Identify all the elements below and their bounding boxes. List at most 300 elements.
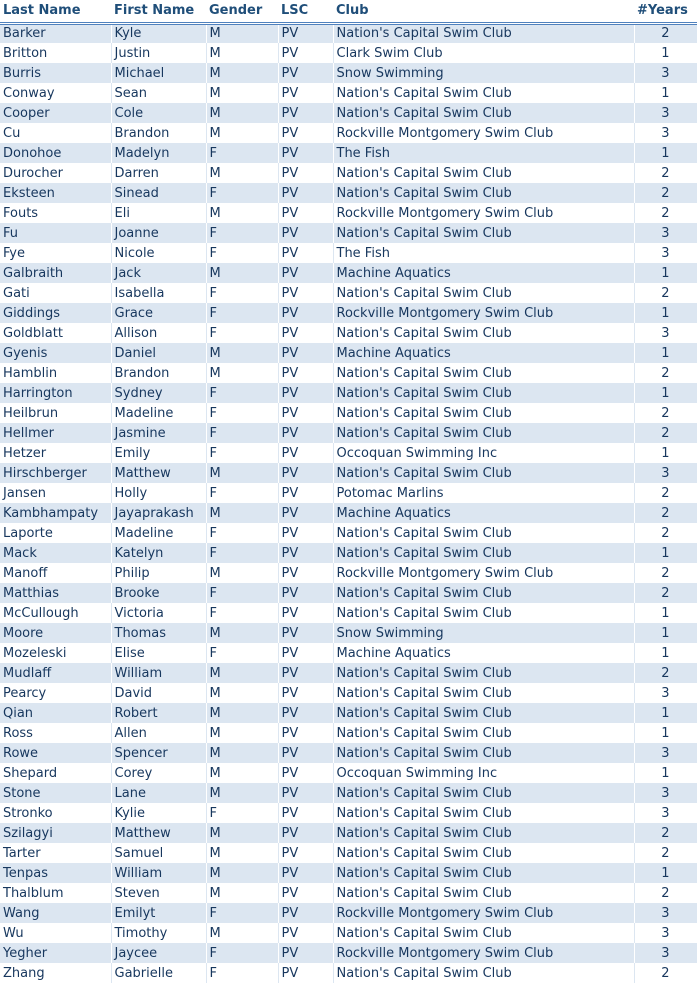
lsc-cell[interactable]: PV bbox=[278, 683, 333, 703]
table-row[interactable] bbox=[0, 23, 697, 43]
club-cell[interactable]: Nation's Capital Swim Club bbox=[333, 323, 634, 343]
header-last-name[interactable]: Last Name bbox=[0, 0, 111, 23]
gender-cell[interactable]: M bbox=[206, 43, 278, 63]
first-name-cell[interactable]: Jaycee bbox=[111, 943, 206, 963]
first-name-cell[interactable]: Emilyt bbox=[111, 903, 206, 923]
last-name-cell[interactable]: Gati bbox=[0, 283, 111, 303]
club-cell[interactable]: Rockville Montgomery Swim Club bbox=[333, 563, 634, 583]
years-cell[interactable]: 3 bbox=[634, 803, 697, 823]
table-row[interactable] bbox=[0, 263, 697, 283]
first-name-cell[interactable]: Eli bbox=[111, 203, 206, 223]
last-name-cell[interactable]: Galbraith bbox=[0, 263, 111, 283]
first-name-cell[interactable]: Timothy bbox=[111, 923, 206, 943]
club-cell[interactable]: Nation's Capital Swim Club bbox=[333, 383, 634, 403]
years-cell[interactable]: 1 bbox=[634, 603, 697, 623]
last-name-cell[interactable]: Szilagyi bbox=[0, 823, 111, 843]
table-row[interactable] bbox=[0, 903, 697, 923]
table-row[interactable] bbox=[0, 283, 697, 303]
gender-cell[interactable]: F bbox=[206, 903, 278, 923]
club-cell[interactable]: Nation's Capital Swim Club bbox=[333, 523, 634, 543]
years-cell[interactable]: 2 bbox=[634, 823, 697, 843]
table-row[interactable] bbox=[0, 363, 697, 383]
lsc-cell[interactable]: PV bbox=[278, 723, 333, 743]
table-row[interactable] bbox=[0, 823, 697, 843]
lsc-cell[interactable]: PV bbox=[278, 423, 333, 443]
gender-cell[interactable]: F bbox=[206, 643, 278, 663]
last-name-cell[interactable]: Mozeleski bbox=[0, 643, 111, 663]
table-row[interactable] bbox=[0, 443, 697, 463]
club-cell[interactable]: Nation's Capital Swim Club bbox=[333, 223, 634, 243]
lsc-cell[interactable]: PV bbox=[278, 663, 333, 683]
first-name-cell[interactable]: Holly bbox=[111, 483, 206, 503]
last-name-cell[interactable]: Hamblin bbox=[0, 363, 111, 383]
gender-cell[interactable]: M bbox=[206, 863, 278, 883]
gender-cell[interactable]: F bbox=[206, 323, 278, 343]
club-cell[interactable]: Nation's Capital Swim Club bbox=[333, 83, 634, 103]
club-cell[interactable]: Nation's Capital Swim Club bbox=[333, 723, 634, 743]
gender-cell[interactable]: F bbox=[206, 543, 278, 563]
first-name-cell[interactable]: Emily bbox=[111, 443, 206, 463]
gender-cell[interactable]: F bbox=[206, 383, 278, 403]
years-cell[interactable]: 2 bbox=[634, 483, 697, 503]
lsc-cell[interactable]: PV bbox=[278, 963, 333, 983]
club-cell[interactable]: Rockville Montgomery Swim Club bbox=[333, 303, 634, 323]
first-name-cell[interactable]: Grace bbox=[111, 303, 206, 323]
table-row[interactable] bbox=[0, 423, 697, 443]
club-cell[interactable]: Rockville Montgomery Swim Club bbox=[333, 943, 634, 963]
club-cell[interactable]: Machine Aquatics bbox=[333, 343, 634, 363]
first-name-cell[interactable]: Samuel bbox=[111, 843, 206, 863]
last-name-cell[interactable]: Harrington bbox=[0, 383, 111, 403]
club-cell[interactable]: Nation's Capital Swim Club bbox=[333, 603, 634, 623]
lsc-cell[interactable]: PV bbox=[278, 23, 333, 43]
lsc-cell[interactable]: PV bbox=[278, 183, 333, 203]
years-cell[interactable]: 3 bbox=[634, 783, 697, 803]
lsc-cell[interactable]: PV bbox=[278, 43, 333, 63]
lsc-cell[interactable]: PV bbox=[278, 403, 333, 423]
club-cell[interactable]: Nation's Capital Swim Club bbox=[333, 863, 634, 883]
last-name-cell[interactable]: Zhang bbox=[0, 963, 111, 983]
table-row[interactable] bbox=[0, 203, 697, 223]
years-cell[interactable]: 2 bbox=[634, 283, 697, 303]
last-name-cell[interactable]: Fu bbox=[0, 223, 111, 243]
table-row[interactable] bbox=[0, 163, 697, 183]
table-row[interactable] bbox=[0, 183, 697, 203]
last-name-cell[interactable]: Jansen bbox=[0, 483, 111, 503]
table-row[interactable] bbox=[0, 63, 697, 83]
lsc-cell[interactable]: PV bbox=[278, 103, 333, 123]
first-name-cell[interactable]: Gabrielle bbox=[111, 963, 206, 983]
years-cell[interactable]: 2 bbox=[634, 523, 697, 543]
lsc-cell[interactable]: PV bbox=[278, 943, 333, 963]
gender-cell[interactable]: M bbox=[206, 263, 278, 283]
gender-cell[interactable]: M bbox=[206, 723, 278, 743]
last-name-cell[interactable]: Thalblum bbox=[0, 883, 111, 903]
club-cell[interactable]: The Fish bbox=[333, 143, 634, 163]
club-cell[interactable]: Nation's Capital Swim Club bbox=[333, 883, 634, 903]
club-cell[interactable]: Nation's Capital Swim Club bbox=[333, 103, 634, 123]
first-name-cell[interactable]: Katelyn bbox=[111, 543, 206, 563]
lsc-cell[interactable]: PV bbox=[278, 503, 333, 523]
first-name-cell[interactable]: Robert bbox=[111, 703, 206, 723]
lsc-cell[interactable]: PV bbox=[278, 523, 333, 543]
gender-cell[interactable]: M bbox=[206, 703, 278, 723]
gender-cell[interactable]: M bbox=[206, 623, 278, 643]
first-name-cell[interactable]: Philip bbox=[111, 563, 206, 583]
gender-cell[interactable]: M bbox=[206, 923, 278, 943]
lsc-cell[interactable]: PV bbox=[278, 323, 333, 343]
first-name-cell[interactable]: William bbox=[111, 663, 206, 683]
years-cell[interactable]: 3 bbox=[634, 223, 697, 243]
club-cell[interactable]: Snow Swimming bbox=[333, 623, 634, 643]
table-row[interactable] bbox=[0, 323, 697, 343]
gender-cell[interactable]: M bbox=[206, 563, 278, 583]
last-name-cell[interactable]: Wang bbox=[0, 903, 111, 923]
lsc-cell[interactable]: PV bbox=[278, 823, 333, 843]
first-name-cell[interactable]: Joanne bbox=[111, 223, 206, 243]
years-cell[interactable]: 1 bbox=[634, 763, 697, 783]
table-row[interactable] bbox=[0, 683, 697, 703]
club-cell[interactable]: Nation's Capital Swim Club bbox=[333, 583, 634, 603]
club-cell[interactable]: Nation's Capital Swim Club bbox=[333, 823, 634, 843]
first-name-cell[interactable]: Victoria bbox=[111, 603, 206, 623]
last-name-cell[interactable]: Rowe bbox=[0, 743, 111, 763]
table-row[interactable] bbox=[0, 643, 697, 663]
last-name-cell[interactable]: Shepard bbox=[0, 763, 111, 783]
years-cell[interactable]: 2 bbox=[634, 203, 697, 223]
years-cell[interactable]: 2 bbox=[634, 843, 697, 863]
gender-cell[interactable]: F bbox=[206, 423, 278, 443]
club-cell[interactable]: Nation's Capital Swim Club bbox=[333, 423, 634, 443]
last-name-cell[interactable]: Matthias bbox=[0, 583, 111, 603]
header-years[interactable]: #Years bbox=[634, 0, 697, 23]
table-row[interactable] bbox=[0, 523, 697, 543]
table-row[interactable] bbox=[0, 783, 697, 803]
gender-cell[interactable]: F bbox=[206, 223, 278, 243]
last-name-cell[interactable]: Gyenis bbox=[0, 343, 111, 363]
first-name-cell[interactable]: Cole bbox=[111, 103, 206, 123]
years-cell[interactable]: 3 bbox=[634, 243, 697, 263]
table-row[interactable] bbox=[0, 703, 697, 723]
first-name-cell[interactable]: Daniel bbox=[111, 343, 206, 363]
club-cell[interactable]: Machine Aquatics bbox=[333, 643, 634, 663]
first-name-cell[interactable]: Justin bbox=[111, 43, 206, 63]
last-name-cell[interactable]: Eksteen bbox=[0, 183, 111, 203]
last-name-cell[interactable]: Manoff bbox=[0, 563, 111, 583]
gender-cell[interactable]: F bbox=[206, 183, 278, 203]
first-name-cell[interactable]: Matthew bbox=[111, 823, 206, 843]
last-name-cell[interactable]: Conway bbox=[0, 83, 111, 103]
last-name-cell[interactable]: Giddings bbox=[0, 303, 111, 323]
first-name-cell[interactable]: Jayaprakash bbox=[111, 503, 206, 523]
header-first-name[interactable]: First Name bbox=[111, 0, 206, 23]
lsc-cell[interactable]: PV bbox=[278, 803, 333, 823]
years-cell[interactable]: 3 bbox=[634, 903, 697, 923]
years-cell[interactable]: 1 bbox=[634, 143, 697, 163]
years-cell[interactable]: 1 bbox=[634, 623, 697, 643]
first-name-cell[interactable]: Sinead bbox=[111, 183, 206, 203]
first-name-cell[interactable]: Corey bbox=[111, 763, 206, 783]
club-cell[interactable]: Nation's Capital Swim Club bbox=[333, 403, 634, 423]
years-cell[interactable]: 2 bbox=[634, 23, 697, 43]
first-name-cell[interactable]: Allen bbox=[111, 723, 206, 743]
last-name-cell[interactable]: Laporte bbox=[0, 523, 111, 543]
table-row[interactable] bbox=[0, 943, 697, 963]
last-name-cell[interactable]: Hetzer bbox=[0, 443, 111, 463]
first-name-cell[interactable]: Kylie bbox=[111, 803, 206, 823]
last-name-cell[interactable]: Cu bbox=[0, 123, 111, 143]
table-row[interactable] bbox=[0, 623, 697, 643]
lsc-cell[interactable]: PV bbox=[278, 483, 333, 503]
table-row[interactable] bbox=[0, 763, 697, 783]
table-row[interactable] bbox=[0, 843, 697, 863]
table-row[interactable] bbox=[0, 483, 697, 503]
first-name-cell[interactable]: Isabella bbox=[111, 283, 206, 303]
gender-cell[interactable]: F bbox=[206, 943, 278, 963]
gender-cell[interactable]: M bbox=[206, 683, 278, 703]
last-name-cell[interactable]: Donohoe bbox=[0, 143, 111, 163]
club-cell[interactable]: Potomac Marlins bbox=[333, 483, 634, 503]
club-cell[interactable]: Snow Swimming bbox=[333, 63, 634, 83]
lsc-cell[interactable]: PV bbox=[278, 203, 333, 223]
years-cell[interactable]: 1 bbox=[634, 263, 697, 283]
lsc-cell[interactable]: PV bbox=[278, 903, 333, 923]
gender-cell[interactable]: M bbox=[206, 763, 278, 783]
club-cell[interactable]: Nation's Capital Swim Club bbox=[333, 163, 634, 183]
first-name-cell[interactable]: Elise bbox=[111, 643, 206, 663]
club-cell[interactable]: Nation's Capital Swim Club bbox=[333, 23, 634, 43]
last-name-cell[interactable]: Moore bbox=[0, 623, 111, 643]
last-name-cell[interactable]: Tarter bbox=[0, 843, 111, 863]
years-cell[interactable]: 1 bbox=[634, 303, 697, 323]
club-cell[interactable]: Nation's Capital Swim Club bbox=[333, 683, 634, 703]
last-name-cell[interactable]: Wu bbox=[0, 923, 111, 943]
years-cell[interactable]: 3 bbox=[634, 323, 697, 343]
gender-cell[interactable]: M bbox=[206, 783, 278, 803]
club-cell[interactable]: The Fish bbox=[333, 243, 634, 263]
last-name-cell[interactable]: McCullough bbox=[0, 603, 111, 623]
table-row[interactable] bbox=[0, 303, 697, 323]
lsc-cell[interactable]: PV bbox=[278, 563, 333, 583]
table-row[interactable] bbox=[0, 403, 697, 423]
years-cell[interactable]: 3 bbox=[634, 103, 697, 123]
lsc-cell[interactable]: PV bbox=[278, 443, 333, 463]
last-name-cell[interactable]: Ross bbox=[0, 723, 111, 743]
lsc-cell[interactable]: PV bbox=[278, 143, 333, 163]
gender-cell[interactable]: F bbox=[206, 603, 278, 623]
first-name-cell[interactable]: Madeline bbox=[111, 523, 206, 543]
club-cell[interactable]: Occoquan Swimming Inc bbox=[333, 763, 634, 783]
lsc-cell[interactable]: PV bbox=[278, 743, 333, 763]
table-row[interactable] bbox=[0, 863, 697, 883]
table-row[interactable] bbox=[0, 463, 697, 483]
club-cell[interactable]: Nation's Capital Swim Club bbox=[333, 923, 634, 943]
gender-cell[interactable]: F bbox=[206, 963, 278, 983]
first-name-cell[interactable]: David bbox=[111, 683, 206, 703]
gender-cell[interactable]: M bbox=[206, 363, 278, 383]
years-cell[interactable]: 1 bbox=[634, 703, 697, 723]
table-row[interactable] bbox=[0, 743, 697, 763]
gender-cell[interactable]: M bbox=[206, 63, 278, 83]
first-name-cell[interactable]: Allison bbox=[111, 323, 206, 343]
last-name-cell[interactable]: Tenpas bbox=[0, 863, 111, 883]
table-row[interactable] bbox=[0, 583, 697, 603]
years-cell[interactable]: 1 bbox=[634, 543, 697, 563]
table-row[interactable] bbox=[0, 603, 697, 623]
first-name-cell[interactable]: Darren bbox=[111, 163, 206, 183]
first-name-cell[interactable]: Michael bbox=[111, 63, 206, 83]
gender-cell[interactable]: F bbox=[206, 303, 278, 323]
last-name-cell[interactable]: Durocher bbox=[0, 163, 111, 183]
lsc-cell[interactable]: PV bbox=[278, 223, 333, 243]
gender-cell[interactable]: M bbox=[206, 843, 278, 863]
table-row[interactable] bbox=[0, 803, 697, 823]
gender-cell[interactable]: M bbox=[206, 343, 278, 363]
gender-cell[interactable]: F bbox=[206, 483, 278, 503]
table-row[interactable] bbox=[0, 223, 697, 243]
years-cell[interactable]: 3 bbox=[634, 943, 697, 963]
first-name-cell[interactable]: Brandon bbox=[111, 123, 206, 143]
first-name-cell[interactable]: Jack bbox=[111, 263, 206, 283]
first-name-cell[interactable]: Jasmine bbox=[111, 423, 206, 443]
lsc-cell[interactable]: PV bbox=[278, 603, 333, 623]
years-cell[interactable]: 2 bbox=[634, 503, 697, 523]
first-name-cell[interactable]: Brooke bbox=[111, 583, 206, 603]
first-name-cell[interactable]: Lane bbox=[111, 783, 206, 803]
club-cell[interactable]: Rockville Montgomery Swim Club bbox=[333, 123, 634, 143]
years-cell[interactable]: 2 bbox=[634, 883, 697, 903]
gender-cell[interactable]: M bbox=[206, 503, 278, 523]
club-cell[interactable]: Nation's Capital Swim Club bbox=[333, 803, 634, 823]
club-cell[interactable]: Nation's Capital Swim Club bbox=[333, 663, 634, 683]
last-name-cell[interactable]: Heilbrun bbox=[0, 403, 111, 423]
table-row[interactable] bbox=[0, 563, 697, 583]
last-name-cell[interactable]: Burris bbox=[0, 63, 111, 83]
gender-cell[interactable]: M bbox=[206, 203, 278, 223]
club-cell[interactable]: Rockville Montgomery Swim Club bbox=[333, 903, 634, 923]
first-name-cell[interactable]: Nicole bbox=[111, 243, 206, 263]
table-row[interactable] bbox=[0, 143, 697, 163]
last-name-cell[interactable]: Mudlaff bbox=[0, 663, 111, 683]
lsc-cell[interactable]: PV bbox=[278, 623, 333, 643]
years-cell[interactable]: 2 bbox=[634, 423, 697, 443]
last-name-cell[interactable]: Hirschberger bbox=[0, 463, 111, 483]
table-row[interactable] bbox=[0, 343, 697, 363]
last-name-cell[interactable]: Barker bbox=[0, 23, 111, 43]
gender-cell[interactable]: F bbox=[206, 523, 278, 543]
gender-cell[interactable]: F bbox=[206, 143, 278, 163]
lsc-cell[interactable]: PV bbox=[278, 243, 333, 263]
years-cell[interactable]: 2 bbox=[634, 183, 697, 203]
last-name-cell[interactable]: Britton bbox=[0, 43, 111, 63]
last-name-cell[interactable]: Hellmer bbox=[0, 423, 111, 443]
years-cell[interactable]: 2 bbox=[634, 663, 697, 683]
years-cell[interactable]: 3 bbox=[634, 123, 697, 143]
table-row[interactable] bbox=[0, 243, 697, 263]
years-cell[interactable]: 2 bbox=[634, 363, 697, 383]
years-cell[interactable]: 2 bbox=[634, 963, 697, 983]
club-cell[interactable]: Nation's Capital Swim Club bbox=[333, 283, 634, 303]
lsc-cell[interactable]: PV bbox=[278, 123, 333, 143]
gender-cell[interactable]: M bbox=[206, 103, 278, 123]
table-row[interactable] bbox=[0, 83, 697, 103]
gender-cell[interactable]: M bbox=[206, 123, 278, 143]
lsc-cell[interactable]: PV bbox=[278, 783, 333, 803]
years-cell[interactable]: 2 bbox=[634, 403, 697, 423]
lsc-cell[interactable]: PV bbox=[278, 763, 333, 783]
last-name-cell[interactable]: Stronko bbox=[0, 803, 111, 823]
years-cell[interactable]: 1 bbox=[634, 723, 697, 743]
club-cell[interactable]: Nation's Capital Swim Club bbox=[333, 183, 634, 203]
club-cell[interactable]: Machine Aquatics bbox=[333, 503, 634, 523]
club-cell[interactable]: Occoquan Swimming Inc bbox=[333, 443, 634, 463]
years-cell[interactable]: 3 bbox=[634, 683, 697, 703]
years-cell[interactable]: 3 bbox=[634, 63, 697, 83]
header-gender[interactable]: Gender bbox=[206, 0, 278, 23]
table-row[interactable] bbox=[0, 963, 697, 983]
lsc-cell[interactable]: PV bbox=[278, 263, 333, 283]
last-name-cell[interactable]: Kambhampaty bbox=[0, 503, 111, 523]
years-cell[interactable]: 2 bbox=[634, 563, 697, 583]
first-name-cell[interactable]: Thomas bbox=[111, 623, 206, 643]
years-cell[interactable]: 1 bbox=[634, 383, 697, 403]
lsc-cell[interactable]: PV bbox=[278, 543, 333, 563]
years-cell[interactable]: 1 bbox=[634, 863, 697, 883]
first-name-cell[interactable]: Madelyn bbox=[111, 143, 206, 163]
table-row[interactable] bbox=[0, 663, 697, 683]
club-cell[interactable]: Nation's Capital Swim Club bbox=[333, 363, 634, 383]
club-cell[interactable]: Nation's Capital Swim Club bbox=[333, 783, 634, 803]
years-cell[interactable]: 3 bbox=[634, 923, 697, 943]
header-club[interactable]: Club bbox=[333, 0, 634, 23]
table-row[interactable] bbox=[0, 503, 697, 523]
table-row[interactable] bbox=[0, 123, 697, 143]
table-row[interactable] bbox=[0, 883, 697, 903]
gender-cell[interactable]: F bbox=[206, 803, 278, 823]
gender-cell[interactable]: F bbox=[206, 403, 278, 423]
gender-cell[interactable]: M bbox=[206, 823, 278, 843]
last-name-cell[interactable]: Yegher bbox=[0, 943, 111, 963]
lsc-cell[interactable]: PV bbox=[278, 883, 333, 903]
gender-cell[interactable]: M bbox=[206, 23, 278, 43]
years-cell[interactable]: 1 bbox=[634, 83, 697, 103]
club-cell[interactable]: Nation's Capital Swim Club bbox=[333, 463, 634, 483]
years-cell[interactable]: 2 bbox=[634, 583, 697, 603]
first-name-cell[interactable]: Sean bbox=[111, 83, 206, 103]
club-cell[interactable]: Nation's Capital Swim Club bbox=[333, 843, 634, 863]
first-name-cell[interactable]: Spencer bbox=[111, 743, 206, 763]
first-name-cell[interactable]: Steven bbox=[111, 883, 206, 903]
last-name-cell[interactable]: Fouts bbox=[0, 203, 111, 223]
last-name-cell[interactable]: Fye bbox=[0, 243, 111, 263]
club-cell[interactable]: Machine Aquatics bbox=[333, 263, 634, 283]
lsc-cell[interactable]: PV bbox=[278, 283, 333, 303]
table-row[interactable] bbox=[0, 723, 697, 743]
table-row[interactable] bbox=[0, 383, 697, 403]
last-name-cell[interactable]: Goldblatt bbox=[0, 323, 111, 343]
first-name-cell[interactable]: Sydney bbox=[111, 383, 206, 403]
lsc-cell[interactable]: PV bbox=[278, 863, 333, 883]
years-cell[interactable]: 1 bbox=[634, 443, 697, 463]
first-name-cell[interactable]: Brandon bbox=[111, 363, 206, 383]
last-name-cell[interactable]: Mack bbox=[0, 543, 111, 563]
gender-cell[interactable]: F bbox=[206, 443, 278, 463]
lsc-cell[interactable]: PV bbox=[278, 583, 333, 603]
first-name-cell[interactable]: Kyle bbox=[111, 23, 206, 43]
years-cell[interactable]: 1 bbox=[634, 43, 697, 63]
years-cell[interactable]: 2 bbox=[634, 163, 697, 183]
years-cell[interactable]: 1 bbox=[634, 343, 697, 363]
